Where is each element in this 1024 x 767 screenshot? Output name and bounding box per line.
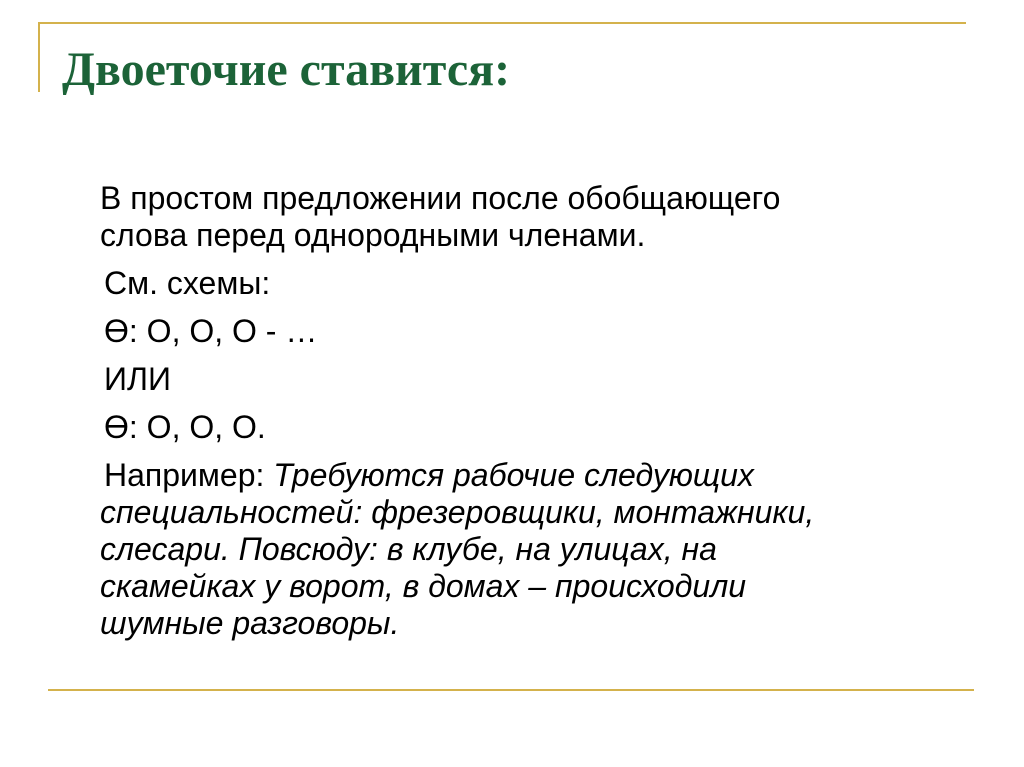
frame-left-line [38,22,40,92]
rule-line-2: слова перед однородными членами. [100,217,646,253]
slide-body [100,180,960,642]
or-label: ИЛИ [104,361,171,397]
example-line-5: шумные разговоры. [100,605,400,641]
frame-bottom-line [48,689,974,691]
example-text-1: Требуются рабочие следующих [273,457,754,493]
schemes-label: См. схемы: [104,265,271,301]
example-line-3: слесари. Повсюду: в клубе, на улицах, на [100,531,717,567]
example-line-2: специальностей: фрезеровщики, монтажники, [100,494,815,530]
slide-title: Двоеточие ставится: [62,43,511,96]
example-line-1 [100,457,960,494]
example-line-4: скамейках у ворот, в домах – происходили [100,568,747,604]
frame-top-line [38,22,966,24]
scheme-1: Ө: О, О, О - … [104,313,318,349]
scheme-2: Ө: О, О, О. [104,409,266,445]
example-label: Например: [104,457,274,493]
rule-line-1: В простом предложении после обобщающего [100,180,781,216]
